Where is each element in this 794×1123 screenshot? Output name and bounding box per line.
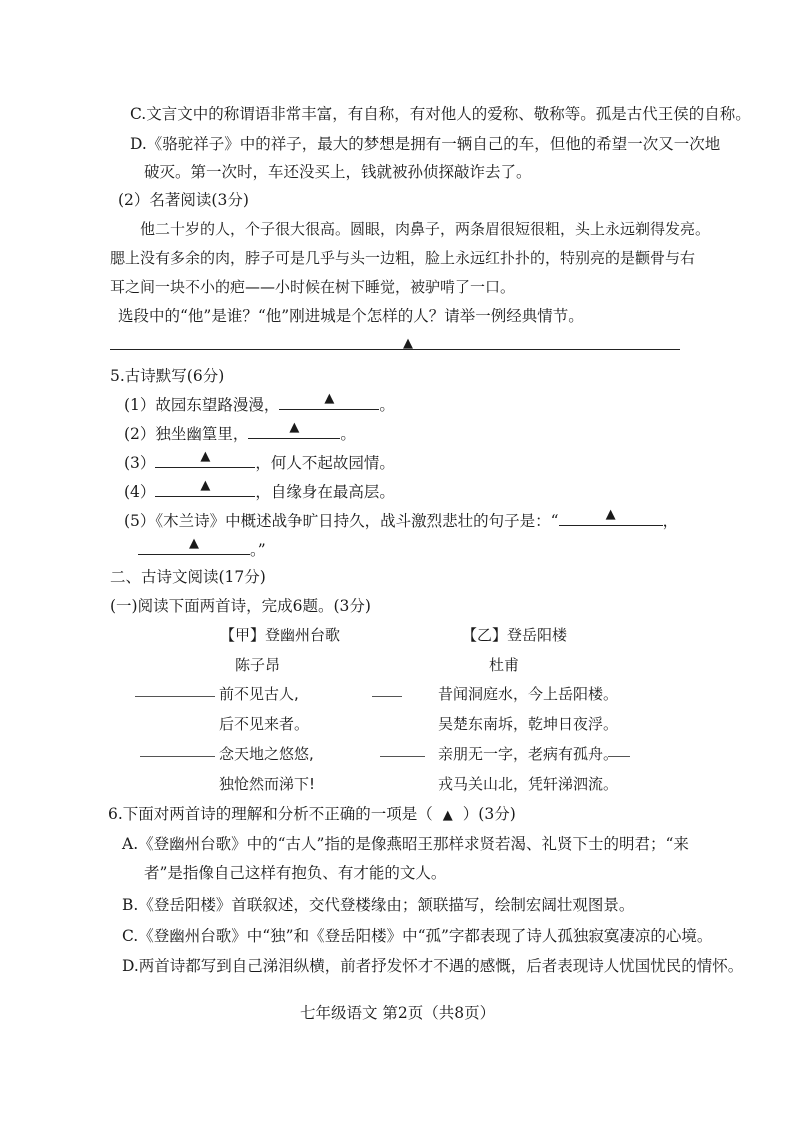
- item-text: (5）《木兰诗》中概述战争旷日持久，战斗激烈悲壮的句子是：“: [124, 512, 559, 530]
- q6-option-a-line2: 者”是指像自己这样有抱负、有才能的文人。: [144, 864, 447, 882]
- option-d-line1: D.《骆驼祥子》中的祥子，最大的梦想是拥有一辆自己的车，但他的希望一次又一次地: [130, 135, 721, 153]
- q5-heading: 5.古诗默写(6分): [110, 367, 225, 385]
- passage-line: 他二十岁的人，个子很大很高。圆眼，肉鼻子，两条眉很短很粗，头上永远剃得发亮。: [140, 220, 711, 238]
- item-text: 。: [379, 396, 395, 414]
- item-text: 。: [340, 425, 356, 443]
- scan-mark: [372, 696, 402, 697]
- answer-mark: ▲: [403, 336, 413, 351]
- poem-yi-line-3: 亲朋无一字，老病有孤舟。: [438, 745, 619, 763]
- q5-item-5-cont: [138, 538, 266, 560]
- item-text: ，何人不起故园情。: [255, 454, 395, 472]
- item-text: (3）: [124, 454, 156, 472]
- passage-line: 腮上没有多余的肉，脖子可是几乎与头一边粗，脸上永远红扑扑的，特别亮的是颧骨与右: [110, 249, 696, 267]
- q5-item-2: [124, 422, 356, 444]
- poem-jia-line-3: 念天地之悠悠,: [219, 745, 314, 763]
- item-text: (1）故园东望路漫漫，: [124, 396, 280, 414]
- item-text: ，: [662, 512, 679, 530]
- scan-mark: [608, 756, 630, 757]
- poem-yi-author: 杜甫: [489, 656, 520, 674]
- blank-mark: ▲: [289, 420, 300, 435]
- q5-item-5: [124, 509, 678, 531]
- answer-blank[interactable]: ▲: [442, 808, 453, 823]
- page-footer: 七年级语文 第2页（共8页）: [300, 1004, 496, 1022]
- q4-2-question: 选段中的“他”是谁？“他”刚进城是个怎样的人？请举一例经典情节。: [118, 307, 584, 325]
- poem-jia-author: 陈子昂: [235, 656, 281, 674]
- q5-item-3: [124, 451, 395, 473]
- poem-jia-line-1: 前不见古人,: [219, 685, 299, 703]
- blank-mark: ▲: [200, 449, 211, 464]
- section-2-sub-heading: (一)阅读下面两首诗，完成6题。(3分): [110, 597, 371, 615]
- item-text: (2）独坐幽篁里，: [124, 425, 249, 443]
- poem-jia-title: 【甲】登幽州台歌: [220, 626, 341, 644]
- poem-jia-line-4: 独怆然而涕下!: [219, 775, 316, 793]
- fill-blank[interactable]: [248, 422, 340, 439]
- fill-blank[interactable]: [138, 538, 250, 555]
- q6-stem-text: 6.下面对两首诗的理解和分析不正确的一项是（: [108, 805, 433, 823]
- q4-2-heading: (2）名著阅读(3分): [118, 191, 249, 209]
- blank-mark: ▲: [324, 391, 335, 406]
- fill-blank[interactable]: [155, 451, 255, 468]
- q6-option-b: B.《登岳阳楼》首联叙述，交代登楼缘由；颔联描写，绘制宏阔壮观图景。: [122, 896, 635, 914]
- scan-mark: [140, 756, 215, 757]
- section-2-heading: 二、古诗文阅读(17分): [110, 568, 266, 586]
- item-text: 。”: [250, 541, 266, 559]
- poem-yi-title: 【乙】登岳阳楼: [462, 626, 568, 644]
- poem-yi-line-2: 吴楚东南坼，乾坤日夜浮。: [438, 715, 619, 733]
- answer-line[interactable]: [110, 349, 680, 350]
- option-c: C.文言文中的称谓语非常丰富，有自称，有对他人的爱称、敬称等。孤是古代王侯的自称。: [130, 105, 751, 123]
- blank-mark: ▲: [200, 478, 211, 493]
- option-d-line2: 破灭。第一次时，车还没买上，钱就被孙侦探敲诈去了。: [144, 163, 532, 181]
- q6-stem-text: ）(3分): [462, 805, 516, 823]
- q5-item-4: [124, 480, 395, 502]
- poem-yi-line-4: 戎马关山北，凭轩涕泗流。: [438, 775, 619, 793]
- scan-mark: [380, 756, 425, 757]
- poem-yi-line-1: 昔闻洞庭水，今上岳阳楼。: [438, 685, 619, 703]
- fill-blank[interactable]: [279, 393, 379, 410]
- fill-blank[interactable]: [155, 480, 255, 497]
- item-text: (4）: [124, 483, 156, 501]
- q6-option-c: C.《登幽州台歌》中“独”和《登岳阳楼》中“孤”字都表现了诗人孤独寂寞凄凉的心境。: [122, 927, 713, 945]
- q6-option-a-line1: A.《登幽州台歌》中的“古人”指的是像燕昭王那样求贤若渴、礼贤下士的明君；“来: [122, 835, 689, 853]
- q6-stem: [108, 804, 516, 826]
- poem-jia-line-2: 后不见来者。: [219, 715, 310, 733]
- passage-line: 耳之间一块不小的疤——小时候在树下睡觉，被驴啃了一口。: [110, 278, 516, 296]
- q6-option-d: D.两首诗都写到自己涕泪纵横，前者抒发怀才不遇的感慨，后者表现诗人忧国忧民的情怀。: [122, 957, 744, 975]
- blank-mark: ▲: [605, 507, 616, 522]
- blank-mark: ▲: [189, 536, 199, 551]
- scan-mark: [135, 696, 215, 697]
- item-text: ，自缘身在最高层。: [255, 483, 395, 501]
- q5-item-1: [124, 393, 395, 415]
- fill-blank[interactable]: [559, 509, 663, 526]
